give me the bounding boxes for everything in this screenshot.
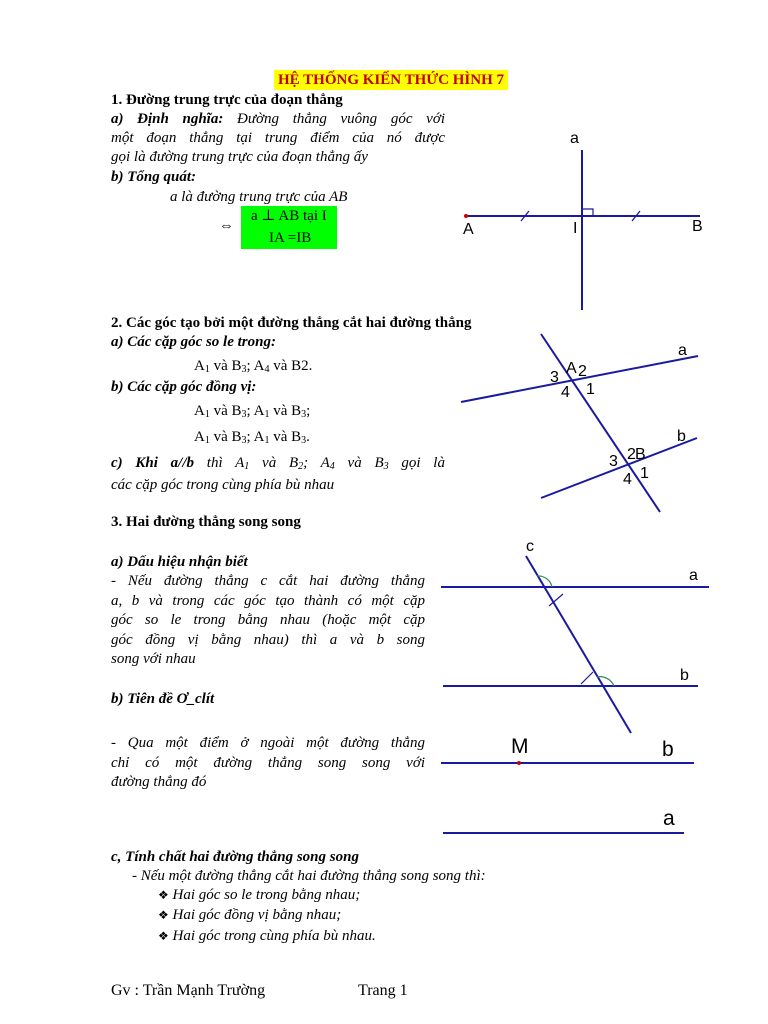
iff-icon: ⇔	[219, 218, 234, 234]
general-text: a là đường trung trực của AB	[170, 189, 348, 205]
line-b	[541, 438, 697, 498]
section1-definition-line3: gọi là đường trung trực của đoạn thẳng ấy	[111, 149, 368, 165]
parallel-case-line1: c) Khi a//b thì $A_1$ và $B_2$; $A_4$ và $B_3$ gọi là	[111, 455, 445, 472]
transversal	[541, 334, 660, 512]
section1-definition-line2: một đoạn thẳng tại trung điểm của nó được	[111, 130, 445, 146]
alternate-angles-line: $A_1$ và $B_3$; $A_4$ và B2.	[194, 358, 313, 375]
property-label: c, Tính chất hai đường thẳng song song	[111, 849, 359, 865]
fig2-label-B: B	[635, 446, 646, 463]
property-item: ❖ Hai góc so le trong bằng nhau;	[158, 887, 361, 903]
fig2-angle-3: 3	[609, 453, 618, 470]
figure-transversal	[461, 334, 698, 512]
property-item: ❖ Hai góc đồng vị bằng nhau;	[158, 907, 342, 923]
section1-heading: 1. Đường trung trực của đoạn thẳng	[111, 92, 343, 108]
bullet-icon: ❖	[158, 888, 169, 902]
fig2-angle-1: 1	[586, 381, 595, 398]
fig2-angle-2: 2	[627, 446, 636, 463]
fig1-label-a: a	[570, 130, 579, 147]
euclid-line1: - Qua một điểm ở ngoài một đường thẳng	[111, 735, 425, 751]
sign-label: a) Dấu hiệu nhận biết	[111, 554, 248, 570]
fig4-label-M: M	[511, 735, 529, 758]
sign-line4: góc đồng vị bằng nhau) thì a và b song	[111, 632, 425, 648]
corresponding-angles-line2: $A_1$ và $B_3$; $A_1$ và $B_3$.	[194, 429, 310, 446]
sign-line5: song với nhau	[111, 651, 196, 667]
fig4-label-b: b	[662, 738, 674, 761]
definition-text: Đường thẳng vuông góc với	[223, 111, 445, 127]
condition-equal: IA =IB	[269, 230, 312, 246]
fig2-angle-3: 3	[550, 369, 559, 386]
fig2-label-a: a	[678, 342, 687, 359]
fig2-label-A: A	[566, 360, 577, 377]
bullet-icon: ❖	[158, 908, 169, 922]
euclid-line2: chỉ có một đường thẳng song song với	[111, 755, 425, 771]
fig3-label-b: b	[680, 667, 689, 684]
property-item: ❖ Hai góc trong cùng phía bù nhau.	[158, 928, 376, 944]
page-title: HỆ THỐNG KIẾN THỨC HÌNH 7	[274, 70, 508, 90]
sign-line2: a, b và trong các góc tạo thành có một cặp	[111, 593, 425, 609]
fig1-label-B: B	[692, 218, 703, 235]
point-m	[517, 761, 521, 765]
property-intro: - Nếu một đường thẳng cắt hai đường thẳng song song thì:	[132, 868, 486, 884]
fig4-label-a: a	[663, 807, 675, 830]
section2-heading: 2. Các góc tạo bởi một đường thẳng cắt hai đường thẳng	[111, 315, 472, 331]
figure-euclid	[441, 763, 694, 833]
fig2-label-b: b	[677, 428, 686, 445]
fig3-label-a: a	[689, 567, 698, 584]
fig2-angle-2: 2	[578, 363, 587, 380]
section3-heading: 3. Hai đường thẳng song song	[111, 514, 301, 530]
definition-label: a) Định nghĩa:	[111, 111, 224, 127]
fig3-label-c: c	[526, 538, 534, 555]
euclid-label: b) Tiên đề Ơ_clít	[111, 691, 215, 707]
fig2-angle-4: 4	[623, 471, 632, 488]
corresponding-angles-label: b) Các cặp góc đồng vị:	[111, 379, 257, 395]
bullet-icon: ❖	[158, 929, 169, 943]
figure-perpendicular-bisector	[466, 150, 700, 310]
footer-teacher: Gv : Trần Mạnh Trường	[111, 982, 266, 999]
general-label: b) Tổng quát:	[111, 169, 197, 185]
sign-line1: - Nếu đường thẳng c cắt hai đường thẳng	[111, 573, 425, 589]
condition-perpendicular: a ⊥ AB tại I	[251, 208, 327, 224]
alternate-angles-label: a) Các cặp góc so le trong:	[111, 334, 276, 350]
figure-parallel-sign	[441, 556, 709, 733]
right-angle-mark	[582, 209, 593, 216]
fig2-angle-1: 1	[640, 465, 649, 482]
euclid-line3: đường thẳng đó	[111, 774, 207, 790]
line-c	[526, 556, 631, 733]
sign-line3: góc so le trong bằng nhau (hoặc một cặp	[111, 612, 425, 628]
corresponding-angles-line1: $A_1$ và $B_3$; $A_1$ và $B_3$;	[194, 403, 311, 420]
fig1-label-A: A	[463, 221, 474, 238]
point-a	[464, 214, 468, 218]
parallel-case-line2: các cặp góc trong cùng phía bù nhau	[111, 477, 335, 493]
fig2-angle-4: 4	[561, 384, 570, 401]
fig1-label-I: I	[573, 220, 578, 237]
footer-page-number: Trang 1	[358, 982, 408, 999]
